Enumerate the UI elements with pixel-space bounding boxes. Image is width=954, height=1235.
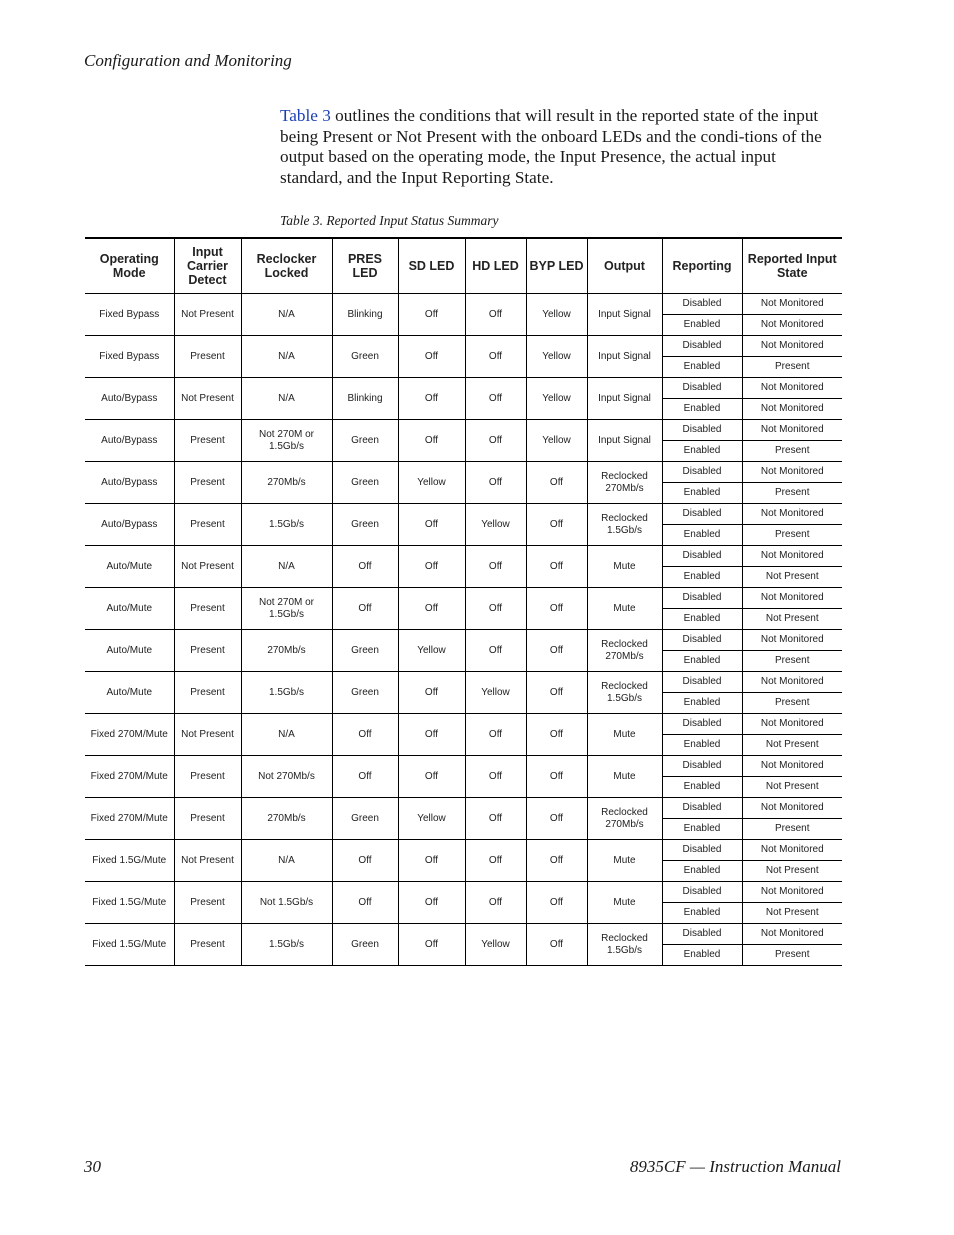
- table-cell: Yellow: [465, 504, 526, 546]
- table-cell: Off: [526, 714, 587, 756]
- table-cell: Off: [465, 882, 526, 924]
- table-cell: Off: [526, 504, 587, 546]
- reported-state-cell: Not Present: [742, 735, 842, 756]
- table-cell: Auto/Mute: [85, 588, 174, 630]
- table-cell: Fixed 1.5G/Mute: [85, 924, 174, 966]
- table-cell: Fixed Bypass: [85, 294, 174, 336]
- table-cell: Input Signal: [587, 378, 662, 420]
- reporting-cell: Enabled: [662, 735, 742, 756]
- table-cell: Off: [398, 714, 465, 756]
- table-cell: Auto/Bypass: [85, 378, 174, 420]
- reported-state-cell: Not Present: [742, 903, 842, 924]
- table-cell: Present: [174, 798, 241, 840]
- table-cell: N/A: [241, 546, 332, 588]
- reported-state-cell: Not Monitored: [742, 462, 842, 483]
- reporting-cell: Enabled: [662, 693, 742, 714]
- reporting-cell: Enabled: [662, 609, 742, 630]
- reporting-cell: Enabled: [662, 441, 742, 462]
- table-cell: Off: [465, 336, 526, 378]
- reporting-cell: Disabled: [662, 672, 742, 693]
- table-cell: Not Present: [174, 840, 241, 882]
- table-cell: Green: [332, 798, 398, 840]
- table-header-row: [85, 238, 842, 294]
- table-cell: Present: [174, 504, 241, 546]
- reported-state-cell: Present: [742, 483, 842, 504]
- table-cell: Off: [332, 546, 398, 588]
- table-cell: Off: [526, 672, 587, 714]
- reported-state-cell: Present: [742, 525, 842, 546]
- table-cell: Green: [332, 462, 398, 504]
- reporting-cell: Enabled: [662, 903, 742, 924]
- reporting-cell: Disabled: [662, 840, 742, 861]
- table-cell: Yellow: [465, 672, 526, 714]
- reported-state-cell: Not Monitored: [742, 420, 842, 441]
- table-cell: Mute: [587, 840, 662, 882]
- table-cell: Off: [465, 630, 526, 672]
- table-cell: Present: [174, 462, 241, 504]
- header-cell: BYP LED: [526, 238, 587, 294]
- table-cell: Auto/Bypass: [85, 420, 174, 462]
- table-cell: Off: [465, 714, 526, 756]
- reporting-cell: Disabled: [662, 378, 742, 399]
- reported-state-cell: Not Monitored: [742, 399, 842, 420]
- table-cell: Off: [526, 546, 587, 588]
- table-cell: Off: [398, 588, 465, 630]
- table-cell: Off: [398, 546, 465, 588]
- reported-state-cell: Not Present: [742, 777, 842, 798]
- table-cell: Yellow: [398, 798, 465, 840]
- table-cell: Reclocked 1.5Gb/s: [587, 672, 662, 714]
- table-cell: Present: [174, 882, 241, 924]
- header-cell: PRES LED: [332, 238, 398, 294]
- intro-text: outlines the conditions that will result in the reported state of the input being Present or Not Present with the onboard LEDs and the condi-tions of the output based on the operating mode, the Input Presence, the actual input standard, and the Input Reporting State.: [280, 106, 822, 187]
- section-title: Configuration and Monitoring: [84, 51, 292, 70]
- reported-state-cell: Not Monitored: [742, 336, 842, 357]
- table-cell: Off: [398, 840, 465, 882]
- table-cell: Fixed 270M/Mute: [85, 756, 174, 798]
- table-cell: Mute: [587, 882, 662, 924]
- table-cell: N/A: [241, 378, 332, 420]
- table-cell: Off: [465, 756, 526, 798]
- table-row: [85, 378, 842, 399]
- table-cell: Green: [332, 336, 398, 378]
- table-cell: Off: [526, 924, 587, 966]
- table-cell: Off: [332, 756, 398, 798]
- table-cell: Green: [332, 420, 398, 462]
- table-cell: Off: [332, 882, 398, 924]
- table-cell: Yellow: [398, 630, 465, 672]
- table-cell: Input Signal: [587, 336, 662, 378]
- reporting-cell: Disabled: [662, 546, 742, 567]
- table-cell: Fixed 270M/Mute: [85, 714, 174, 756]
- reported-state-cell: Present: [742, 651, 842, 672]
- table-cell: Mute: [587, 588, 662, 630]
- table-row: [85, 924, 842, 945]
- table-cell: Off: [465, 420, 526, 462]
- table-cell: Yellow: [526, 378, 587, 420]
- table-cell: Off: [398, 672, 465, 714]
- reporting-cell: Enabled: [662, 567, 742, 588]
- reporting-cell: Disabled: [662, 462, 742, 483]
- table-cell: Off: [526, 630, 587, 672]
- table-cell: Not Present: [174, 546, 241, 588]
- table-cell: Blinking: [332, 294, 398, 336]
- header-cell: Reporting: [662, 238, 742, 294]
- reporting-cell: Disabled: [662, 336, 742, 357]
- reporting-cell: Disabled: [662, 714, 742, 735]
- reported-state-cell: Not Monitored: [742, 315, 842, 336]
- reported-state-cell: Not Monitored: [742, 840, 842, 861]
- table-cell: Off: [332, 840, 398, 882]
- header-cell: Reported Input State: [742, 238, 842, 294]
- reported-state-cell: Not Monitored: [742, 378, 842, 399]
- table-row: [85, 714, 842, 735]
- table-cell: 270Mb/s: [241, 462, 332, 504]
- table-row: [85, 630, 842, 651]
- table-cell: Auto/Mute: [85, 546, 174, 588]
- table-cell: N/A: [241, 840, 332, 882]
- reporting-cell: Disabled: [662, 294, 742, 315]
- reported-state-cell: Not Monitored: [742, 672, 842, 693]
- header-cell: Operating Mode: [85, 238, 174, 294]
- table-cell: Off: [465, 840, 526, 882]
- header-cell: SD LED: [398, 238, 465, 294]
- reported-state-cell: Present: [742, 441, 842, 462]
- reported-state-cell: Present: [742, 945, 842, 966]
- reported-state-cell: Not Monitored: [742, 924, 842, 945]
- reporting-cell: Disabled: [662, 756, 742, 777]
- table-cell: 1.5Gb/s: [241, 504, 332, 546]
- reporting-cell: Enabled: [662, 861, 742, 882]
- reporting-cell: Enabled: [662, 483, 742, 504]
- reported-state-cell: Not Monitored: [742, 882, 842, 903]
- table-cell: Yellow: [465, 924, 526, 966]
- header-cell: HD LED: [465, 238, 526, 294]
- reported-state-cell: Present: [742, 693, 842, 714]
- table-3-link[interactable]: Table 3: [280, 106, 331, 125]
- table-cell: Green: [332, 504, 398, 546]
- reporting-cell: Enabled: [662, 819, 742, 840]
- reported-state-cell: Not Present: [742, 609, 842, 630]
- reported-state-cell: Not Monitored: [742, 504, 842, 525]
- table-cell: N/A: [241, 294, 332, 336]
- table-cell: Yellow: [398, 462, 465, 504]
- reporting-cell: Disabled: [662, 420, 742, 441]
- table-cell: Green: [332, 924, 398, 966]
- table-cell: Yellow: [526, 420, 587, 462]
- reporting-cell: Enabled: [662, 651, 742, 672]
- table-cell: Off: [398, 504, 465, 546]
- reporting-cell: Disabled: [662, 588, 742, 609]
- table-caption: Table 3. Reported Input Status Summary: [280, 213, 499, 228]
- table-cell: Off: [398, 420, 465, 462]
- table-cell: 270Mb/s: [241, 798, 332, 840]
- table-cell: Auto/Bypass: [85, 462, 174, 504]
- reporting-cell: Disabled: [662, 882, 742, 903]
- table-cell: Off: [465, 798, 526, 840]
- table-cell: Blinking: [332, 378, 398, 420]
- table-cell: Off: [465, 294, 526, 336]
- table-cell: Yellow: [526, 336, 587, 378]
- table-cell: Present: [174, 672, 241, 714]
- table-cell: Mute: [587, 714, 662, 756]
- table-row: [85, 756, 842, 777]
- table-cell: Reclocked 1.5Gb/s: [587, 924, 662, 966]
- table-cell: Off: [398, 756, 465, 798]
- table-cell: Not 270M or 1.5Gb/s: [241, 588, 332, 630]
- table-cell: Off: [465, 378, 526, 420]
- table-cell: Off: [398, 924, 465, 966]
- table-cell: Off: [398, 294, 465, 336]
- reported-state-cell: Not Monitored: [742, 714, 842, 735]
- table-row: [85, 336, 842, 357]
- table-cell: 1.5Gb/s: [241, 924, 332, 966]
- table-cell: Off: [526, 798, 587, 840]
- table-cell: Reclocked 270Mb/s: [587, 798, 662, 840]
- table-row: [85, 798, 842, 819]
- table-cell: Reclocked 1.5Gb/s: [587, 504, 662, 546]
- page-number: 30: [84, 1157, 101, 1176]
- table-cell: Not Present: [174, 378, 241, 420]
- table-cell: Off: [526, 756, 587, 798]
- table-cell: Present: [174, 630, 241, 672]
- table-cell: Mute: [587, 546, 662, 588]
- reporting-cell: Disabled: [662, 504, 742, 525]
- table-row: [85, 504, 842, 525]
- table-cell: 270Mb/s: [241, 630, 332, 672]
- reported-state-cell: Not Monitored: [742, 630, 842, 651]
- header-cell: Output: [587, 238, 662, 294]
- table-cell: Green: [332, 672, 398, 714]
- table-cell: Off: [526, 588, 587, 630]
- table-cell: Off: [465, 546, 526, 588]
- reporting-cell: Enabled: [662, 777, 742, 798]
- table-cell: Off: [332, 714, 398, 756]
- reporting-cell: Disabled: [662, 798, 742, 819]
- table-cell: Reclocked 270Mb/s: [587, 630, 662, 672]
- table-row: [85, 882, 842, 903]
- table-cell: Green: [332, 630, 398, 672]
- reporting-cell: Enabled: [662, 357, 742, 378]
- intro-paragraph: [280, 106, 840, 188]
- table-row: [85, 420, 842, 441]
- table-cell: Fixed Bypass: [85, 336, 174, 378]
- table-cell: Fixed 1.5G/Mute: [85, 882, 174, 924]
- table-cell: Off: [526, 462, 587, 504]
- table-cell: Off: [398, 336, 465, 378]
- reporting-cell: Enabled: [662, 525, 742, 546]
- header-cell: Input Carrier Detect: [174, 238, 241, 294]
- reporting-cell: Enabled: [662, 315, 742, 336]
- table-cell: Not 270M or 1.5Gb/s: [241, 420, 332, 462]
- reported-state-cell: Not Monitored: [742, 546, 842, 567]
- reported-input-status-table: [85, 237, 842, 966]
- table-cell: Fixed 1.5G/Mute: [85, 840, 174, 882]
- table-cell: Not 1.5Gb/s: [241, 882, 332, 924]
- reported-state-cell: Present: [742, 819, 842, 840]
- table-cell: Off: [465, 462, 526, 504]
- table-cell: Present: [174, 588, 241, 630]
- reported-state-cell: Present: [742, 357, 842, 378]
- table-body: [85, 294, 842, 966]
- table-cell: Fixed 270M/Mute: [85, 798, 174, 840]
- reporting-cell: Disabled: [662, 924, 742, 945]
- table-cell: Off: [398, 882, 465, 924]
- reporting-cell: Enabled: [662, 399, 742, 420]
- table-cell: Auto/Mute: [85, 672, 174, 714]
- reported-state-cell: Not Monitored: [742, 588, 842, 609]
- reported-state-cell: Not Monitored: [742, 798, 842, 819]
- table-cell: N/A: [241, 336, 332, 378]
- table-cell: Off: [526, 840, 587, 882]
- table-cell: Not 270Mb/s: [241, 756, 332, 798]
- table-row: [85, 462, 842, 483]
- table-cell: Off: [332, 588, 398, 630]
- table-row: [85, 840, 842, 861]
- reported-state-cell: Not Monitored: [742, 294, 842, 315]
- table-cell: Mute: [587, 756, 662, 798]
- table-cell: Off: [398, 378, 465, 420]
- table-cell: Off: [526, 882, 587, 924]
- table-cell: Not Present: [174, 294, 241, 336]
- table-cell: Input Signal: [587, 420, 662, 462]
- table-cell: Present: [174, 336, 241, 378]
- table-row: [85, 546, 842, 567]
- reported-state-cell: Not Present: [742, 567, 842, 588]
- table-cell: Yellow: [526, 294, 587, 336]
- table-cell: 1.5Gb/s: [241, 672, 332, 714]
- table-cell: Input Signal: [587, 294, 662, 336]
- table-cell: Auto/Mute: [85, 630, 174, 672]
- table-cell: N/A: [241, 714, 332, 756]
- reported-state-cell: Not Monitored: [742, 756, 842, 777]
- table-cell: Present: [174, 924, 241, 966]
- header-cell: Reclocker Locked: [241, 238, 332, 294]
- table-cell: Off: [465, 588, 526, 630]
- reporting-cell: Disabled: [662, 630, 742, 651]
- table-row: [85, 294, 842, 315]
- table-row: [85, 672, 842, 693]
- manual-title: 8935CF — Instruction Manual: [629, 1157, 841, 1176]
- table-cell: Present: [174, 420, 241, 462]
- table-row: [85, 588, 842, 609]
- reporting-cell: Enabled: [662, 945, 742, 966]
- reported-state-cell: Not Present: [742, 861, 842, 882]
- table-cell: Auto/Bypass: [85, 504, 174, 546]
- table-cell: Present: [174, 756, 241, 798]
- table-cell: Not Present: [174, 714, 241, 756]
- table-cell: Reclocked 270Mb/s: [587, 462, 662, 504]
